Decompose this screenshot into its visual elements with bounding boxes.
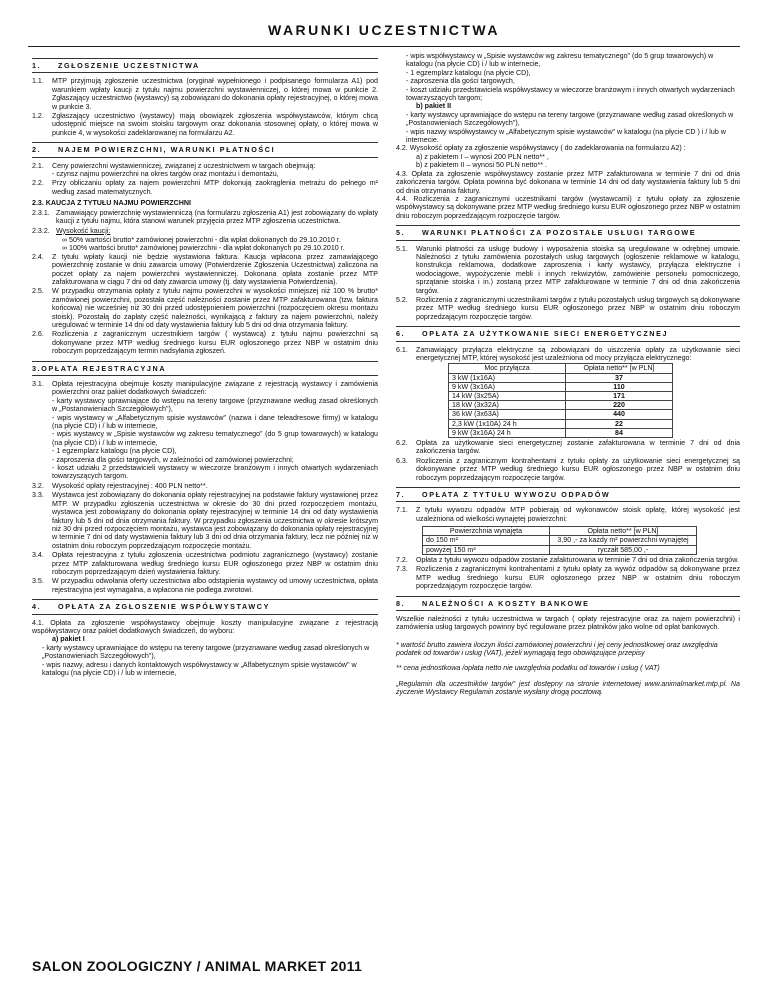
table-cell: 110	[566, 382, 673, 391]
section-title: WARUNKI PŁATNOŚCI ZA POZOSTAŁE USŁUGI TARGOWE	[422, 228, 697, 238]
clause-number: 3.2.	[32, 481, 44, 490]
clause-text: Rozliczenia z zagranicznym uczestnikiem targów ( wystawcą) z tytułu najmu powierzchni są dokonywane przez MTP według średniego kursu EUR ogłoszonego przez NBP w ostatnim dniu roboczym poprzedzającym termin nadsyłania zgłoszeń.	[52, 330, 378, 356]
clause-text	[52, 380, 378, 481]
table-row	[449, 401, 673, 410]
clause	[32, 209, 378, 226]
table-cell: 36 kW (3x63A)	[449, 410, 566, 419]
clause-text: Wysokość kaucji:	[56, 226, 111, 235]
list-item: - karty wystawcy uprawniające do wstępu na tereny targowe (przyznawane według zasad określonych w „Postanowieniach Szczegółowych"),	[42, 643, 370, 661]
list-item: - zaproszenia dla gości targowych,	[406, 77, 515, 86]
clause-text: Opłata rejestracyjna z tytułu zgłoszenia uczestnictwa podmiotu zagranicznego (wystawcy) zostanie przez MTP zafakturowana według średniego kursu EUR ogłoszonego przez NBP w ostatnim dniu roboczym poprzedzającym dzień wystawienia faktury.	[52, 551, 378, 576]
list-item: ∞ 100% wartości brutto* zamówionej powierzchni - dla wpłat dokonanych po 29.10.2010 r.	[62, 244, 345, 253]
table-row	[449, 428, 673, 437]
section-3-heading	[32, 361, 378, 376]
clause	[32, 491, 378, 550]
clause	[32, 287, 378, 329]
column-header: Opłata netto** [w PLN]	[566, 364, 673, 373]
clause-number: 3.5.	[32, 577, 44, 586]
clause-text: Wystawca jest zobowiązany do dokonania opłaty rejestracyjnej na podstawie faktury wystawionej przez MTP. W przypadku zgłoszenia uczestnictwa w okresie do 30 dni przed rozpoczęciem montażu, wystawca jest zobowiązany do dokonania opłaty rejestracyjnej w terminie 14 dni od daty wystawienia faktury lub 5 dni od dnia otrzymania faktury. W przypadku zgłoszenia uczestnictwa w okresie krótszym niż 30 dni przed rozpoczęciem montażu, wystawca jest zobowiązany do dokonania opłaty rejestracyjnej w terminie 7 dni od daty wystawienia faktury lub 3 dni od dnia otrzymania faktury, lecz nie później niż w ostatnim dniu roboczym poprzedzającym rozpoczęcie montażu.	[52, 491, 378, 550]
clause-line: - wpis wystawcy w „Alfabetycznym spisie wystawców" (nazwa i dane teleadresowe firmy) w katalogu (na płycie CD) i / lub w internecie,	[52, 413, 378, 431]
clause	[396, 565, 740, 590]
clause-number: 2.3.1.	[32, 208, 50, 217]
table-row	[449, 382, 673, 391]
table-cell: 3,90 ,- za każdy m² powierzchni wynajętej	[550, 536, 697, 545]
section-title: NAJEM POWIERZCHNI, WARUNKI PŁATNOŚCI	[58, 145, 276, 155]
clause-text: Warunki płatności za usługę budowy i wyposażenia stoiska są uregulowane w odrębnej umowie. Należności z tytułu zamówienia pozostałych usług targowych (ogłoszenie reklamowe w katalogu, konstrukcja reklamowa, dodatkowe zaproszenia i karty wystawcy, przyłącza elektryczne i wodociągowe, wypożyczenie mebli i innych rekwizytów, zamówienie personelu pomocniczego, sprzątanie stoiska i in.) zostaną przez MTP zafakturowane w terminie 7 dni od dnia zakończenia targów.	[416, 244, 740, 295]
clause-text: Wszelkie należności z tytułu uczestnictwa w targach ( opłaty rejestracyjne oraz za najem powierzchni) i zamówienia usług targowych powinny być regulowane przez płatników jako wolne od opłat bankowych.	[396, 614, 740, 632]
clause	[396, 457, 740, 482]
clause-text: W przypadku odwołania oferty uczestnictwa albo odstąpienia wystawcy od umowy uczestnictwa, opłata rejestracyjna jest wymagalna, a wpłacona nie podlega zwrotowi.	[52, 577, 378, 594]
clause-number: 6.3.	[396, 456, 408, 465]
clause-text: 4.2. Wysokość opłaty za zgłoszenie współwystawcy ( do zadeklarowania na formularzu A2) :	[396, 144, 686, 153]
clause-number: 5.2.	[396, 295, 408, 304]
table-cell: 18 kW (3x32A)	[449, 401, 566, 410]
clause-text: Zgłaszający uczestnictwo (wystawcy) mają obowiązek zgłoszenia współwystawców, którym chcą udostępnić miejsce na swoim stoisku targowym oraz dokonania stosownej opłaty, o której mowa w punkcie 4, w wysokości zadeklarowanej na formularzu A2.	[52, 112, 378, 137]
clause-number: 2.2.	[32, 179, 44, 188]
clause-number: 2.5.	[32, 287, 44, 296]
column-header: Opłata netto** [w PLN]	[550, 527, 697, 536]
clause-text: 4.3. Opłata za zgłoszenie współwystawcy zostanie przez MTP zafakturowana w terminie 7 dni od dnia zakończenia targów. Opłata powinna być dokonana w terminie 14 dni od daty wystawienia faktury lub 5 dni od dnia otrzymania faktury.	[396, 169, 740, 195]
section-7-heading	[396, 487, 740, 502]
clause-number: 1.2.	[32, 112, 44, 121]
package-label: b) pakiet II	[416, 102, 452, 111]
clause	[32, 380, 378, 481]
section-title: OPŁATA ZA UŻYTKOWANIE SIECI ENERGETYCZNEJ	[422, 329, 669, 339]
table-row	[449, 410, 673, 419]
section-1-heading	[32, 58, 378, 73]
footer-title: SALON ZOOLOGICZNY / ANIMAL MARKET 2011	[32, 958, 363, 974]
clause	[32, 253, 378, 287]
clause-text: Rozliczenia z zagranicznym kontrahentami z tytułu opłaty za użytkowanie sieci energetycznej są dokonywane przez MTP według średniego kursu EUR ogłoszonego przez NBP w ostatnim dniu roboczym poprzedzającym rozpoczęcie targów.	[416, 456, 740, 482]
clause-number: 2.3.2.	[32, 226, 50, 235]
section-title: NALEŻNOŚCI A KOSZTY BANKOWE	[422, 598, 590, 608]
clause	[32, 77, 378, 111]
title-divider	[28, 46, 740, 47]
clause-text: 4.1. Opłata za zgłoszenie współwystawcy obejmuje koszty manipulacyjne związane z rejestracją współwystawcy oraz pakiet dodatkowych świadczeń, do wyboru:	[32, 618, 378, 635]
clause	[396, 506, 740, 523]
clause-text: Rozliczenia z zagranicznymi kontrahentami z tytułu opłaty za wywóz odpadów są dokonywane przez MTP według średniego kursu EUR ogłoszonego przez NBP w ostatnim dniu roboczym poprzedzającym rozpoczęcie targów.	[416, 565, 740, 591]
waste-fee-table	[422, 526, 697, 555]
table-cell: ryczałt 585,00 ,-	[550, 545, 697, 554]
clause-text: Rozliczenia z zagranicznymi uczestnikami targów z tytułu pozostałych usług targowych są dokonywane przez MTP według średniego kursu EUR ogłoszonego przez NBP w ostatnim dniu roboczym poprzedzającym rozpoczęcie targów.	[416, 295, 740, 321]
table-cell: 9 kW (3x16A)	[449, 382, 566, 391]
section-number: 1.	[32, 61, 42, 70]
table-header-row	[449, 364, 673, 373]
table-cell: 440	[566, 410, 673, 419]
clause-text: W przypadku otrzymania opłaty z tytułu najmu powierzchni w wysokości mniejszej niż 100 % brutto* zamówionej powierzchni, pozostała część należności zostanie przez MTP zafakturowana (tzw. faktura końcowa) nie wcześniej niż 30 dni przed udostępnieniem powierzchni (rozpoczęciem okresu montażu stoisk). Pozostałą do zapłaty część należności, wynikającą z faktury za najem powierzchni, należy uregulować w terminie 14 dni od daty wystawienia faktury lub 5 dni od dnia otrzymania faktury.	[52, 287, 378, 329]
section-number: 6.	[396, 329, 406, 339]
clause-text: MTP przyjmują zgłoszenie uczestnictwa (oryginał wypełnionego i podpisanego formularza A1) pod warunkiem wpłaty kaucji z tytułu najmu powierzchni wystawienniczej, o której mowa w punkcie 2. Zgłaszający uczestnictwo (wystawcy) są zobowiązani do dokonania opłaty rejestracyjnej, o której mowa w punkcie 3.	[52, 77, 378, 111]
section-title: OPŁATA ZA ZGŁOSZENIE WSPÓŁWYSTAWCY	[58, 602, 270, 612]
clause-text: Z tytułu wywozu odpadów MTP pobierają od wykonawców stoisk opłatę, której wysokość jest uzależniona od wielkości wynajętej powierzchni:	[416, 506, 740, 523]
clause	[32, 482, 378, 490]
list-item: - wpis nazwy współwystawcy w „Alfabetycznym spisie wystawców" w katalogu (na płycie CD ) i / lub w internecie.	[406, 127, 726, 145]
clause-line: - 1 egzemplarz katalogu (na płycie CD),	[52, 447, 177, 456]
clause	[32, 112, 378, 137]
right-column	[396, 52, 740, 697]
clause-number: 1.1.	[32, 77, 44, 86]
section-6-heading	[396, 326, 740, 341]
table-cell: 220	[566, 401, 673, 410]
table-row	[449, 419, 673, 428]
footnote: * wartość brutto zawiera iloczyn ilości zamówionej powierzchni i jej ceny jednostkowej oraz uwzględnia podatek od towarów i usług (VAT), jeżeli wymagają tego obowiązujące przepisy	[396, 640, 718, 658]
list-item: ∞ 50% wartości brutto* zamówionej powierzchni - dla wpłat dokonanych do 29.10.2010 r.	[62, 235, 341, 244]
table-cell: 171	[566, 392, 673, 401]
clause-number: 7.3.	[396, 565, 408, 574]
footnote: ** cena jednostkowa /opłata netto nie uwzględnia podatku od towarów i usług ( VAT)	[396, 663, 660, 672]
clause-number: 2.1.	[32, 161, 44, 170]
clause	[396, 346, 740, 363]
table-cell: 22	[566, 419, 673, 428]
clause-number: 7.2.	[396, 555, 408, 564]
clause-number: 6.2.	[396, 439, 408, 448]
clause-number: 3.1.	[32, 380, 44, 388]
clause-text: 4.4. Rozliczenia z zagranicznymi uczestnikami targów (wystawcami) z tytułu opłaty za zgłoszenie współwystawcy są dokonywane przez MTP według średniego kursu EUR ogłoszonego przez NBP w ostatnim dniu roboczym poprzedzającym rozpoczęcie targów.	[396, 194, 740, 220]
clause-text: Z tytułu wpłaty kaucji nie będzie wystawiona faktura. Kaucja wpłacona przez zamawiającego powierzchnię zostanie w dniu zawarcia umowy (Potwierdzenie Zgłoszenia Uczestnictwa) zaliczona na poczet opłaty za najem powierzchni wystawienniczej. Dokonana opłata zostanie przez MTP zafakturowana w ciągu 7 dni od daty zawarcia umowy (tj. daty wystawienia Potwierdzenia).	[52, 252, 378, 286]
clause-number: 2.4.	[32, 252, 44, 261]
column-header: Powierzchnia wynajęta	[423, 527, 550, 536]
section-number: 8.	[396, 598, 406, 608]
clause-number: 2.6.	[32, 330, 44, 339]
clause-text: Opłata za użytkowanie sieci energetycznej zostanie zafakturowana w terminie 7 dni od dnia zakończenia targów.	[416, 439, 740, 456]
list-item: - 1 egzemplarz katalogu (na płycie CD),	[406, 68, 531, 77]
clause-line: - wpis wystawcy w „Spisie wystawców wg zakresu tematycznego" (do 5 grup towarowych) w katalogu (na płycie CD) i / lub w internecie,	[52, 430, 378, 447]
table-cell: 84	[566, 428, 673, 437]
list-item: - wpis współwystawcy w „Spisie wystawców wg zakresu tematycznego" (do 5 grup towarowych) w katalogu (na płycie CD) i / lub w internecie,	[406, 52, 714, 69]
table-row	[423, 545, 697, 554]
clause	[396, 296, 740, 321]
table-cell: 14 kW (3x25A)	[449, 392, 566, 401]
page-title: WARUNKI UCZESTNICTWA	[268, 22, 500, 38]
table-cell: do 150 m²	[423, 536, 550, 545]
clause-number: 6.1.	[396, 345, 408, 354]
section-4-heading	[32, 599, 378, 614]
clause-text: Zamawiający przyłącza elektryczne są zobowiązani do uiszczenia opłaty za użytkowanie sieci energetycznej MTP, której wysokość jest uzależniona od mocy przyłącza elektrycznego:	[416, 345, 740, 362]
section-number: 5.	[396, 228, 406, 238]
table-cell: 3 kW (1x16A)	[449, 373, 566, 382]
clause-text: Przy obliczaniu opłaty za najem powierzchni MTP dokonują zaokrąglenia metrażu do pełnego m² według zasad matematycznych.	[52, 179, 378, 196]
clause-line: Ceny powierzchni wystawienniczej, związanej z uczestnictwem w targach obejmują:	[52, 161, 316, 170]
section-2-heading	[32, 142, 378, 157]
section-title: ZGŁOSZENIE UCZESTNICTWA	[58, 61, 200, 70]
clause	[32, 162, 378, 179]
clause	[396, 556, 740, 564]
table-cell: 37	[566, 373, 673, 382]
list-item: - wpis nazwy, adresu i danych kontaktowych współwystawcy w „Alfabetycznym spisie wystawców" w katalogu (na płycie CD) i / lub w internecie,	[42, 660, 357, 677]
power-fee-table	[448, 363, 673, 438]
package-label: a) pakiet I	[52, 635, 85, 644]
clause-text: Wysokość opłaty rejestracyjnej : 400 PLN netto**.	[52, 481, 208, 490]
table-cell: 9 kW (3x16A) 24 h	[449, 428, 566, 437]
table-cell: powyżej 150 m²	[423, 545, 550, 554]
list-item: a) z pakietem I – wynosi 200 PLN netto** ,	[416, 152, 549, 161]
left-column	[32, 58, 378, 677]
table-row	[423, 536, 697, 545]
section-number: 4.	[32, 602, 42, 612]
footnote: „Regulamin dla uczestników targów" jest dostępny na stronie internetowej www.animalmarket.mtp.pl. Na życzenie Wystawcy Regulamin zostanie wysłany drogą pocztową.	[396, 679, 740, 697]
clause-number: 7.1.	[396, 506, 408, 515]
table-cell: 2,3 kW (1x10A) 24 h	[449, 419, 566, 428]
clause-number: 3.4.	[32, 551, 44, 560]
clause-text: Zamawiający powierzchnię wystawienniczą (na formularzu zgłoszenia A1) jest zobowiązany do wpłaty kaucji z tytułu najmu, która stanowi warunek przyjęcia przez MTP zgłoszenia uczestnictwa.	[56, 208, 378, 226]
table-header-row	[423, 527, 697, 536]
clause	[396, 245, 740, 295]
list-item: b) z pakietem II – wynosi 50 PLN netto** .	[416, 161, 547, 170]
section-number: 2.	[32, 145, 42, 155]
clause	[32, 577, 378, 594]
subsection-title: 2.3. KAUCJA Z TYTUŁU NAJMU POWIERZCHNI	[32, 199, 191, 208]
clause-number: 5.1.	[396, 244, 408, 253]
section-number: 7.	[396, 490, 406, 500]
clause-line: - koszt udziału 2 przedstawicieli wystawcy w wieczorze branżowym i innych otwartych wydarzeniach towarzyszących targom.	[52, 464, 378, 481]
clause-text	[52, 162, 378, 179]
clause-number: 3.3.	[32, 491, 44, 500]
clause	[32, 330, 378, 355]
clause-text: Opłata z tytułu wywozu odpadów zostanie zafakturowana w terminie 7 dni od dnia zakończenia targów.	[416, 555, 739, 564]
section-8-heading	[396, 596, 740, 611]
clause-line: - zaproszenia dla gości targowych, w zależności od zamówionej powierzchni;	[52, 455, 294, 464]
section-5-heading	[396, 225, 740, 240]
clause	[32, 179, 378, 196]
clause-line: Opłata rejestracyjna obejmuje koszty manipulacyjne związane z rejestracją wystawcy i zamówienia powierzchni oraz pakiet dodatkowych świadczeń:	[52, 380, 378, 397]
clause	[32, 227, 378, 235]
clause-line: - karty wystawcy uprawniające do wstępu na tereny targowe (przyznawane według zasad określonych w „Postanowieniach Szczegółowych"),	[52, 396, 378, 414]
clause	[32, 551, 378, 576]
section-title: 3.OPŁATA REJESTRACYJNA	[32, 363, 167, 373]
table-row	[449, 373, 673, 382]
list-item: - karty wystawcy uprawniające do wstępu na tereny targowe (przyznawane według zasad określonych w „Postanowieniach Szczegółowych"),	[406, 110, 734, 128]
clause	[396, 439, 740, 456]
clause-line: - czynsz najmu powierzchni na okres targów oraz montażu i demontażu,	[52, 170, 279, 179]
section-title: OPŁATA Z TYTUŁU WYWOZU ODPADÓW	[422, 490, 611, 500]
table-row	[449, 392, 673, 401]
column-header: Moc przyłącza	[449, 364, 566, 373]
list-item: - koszt udziału przedstawiciela współwystawcy w wieczorze branżowym i innych otwartych wydarzeniach towarzyszących targom;	[406, 85, 735, 103]
